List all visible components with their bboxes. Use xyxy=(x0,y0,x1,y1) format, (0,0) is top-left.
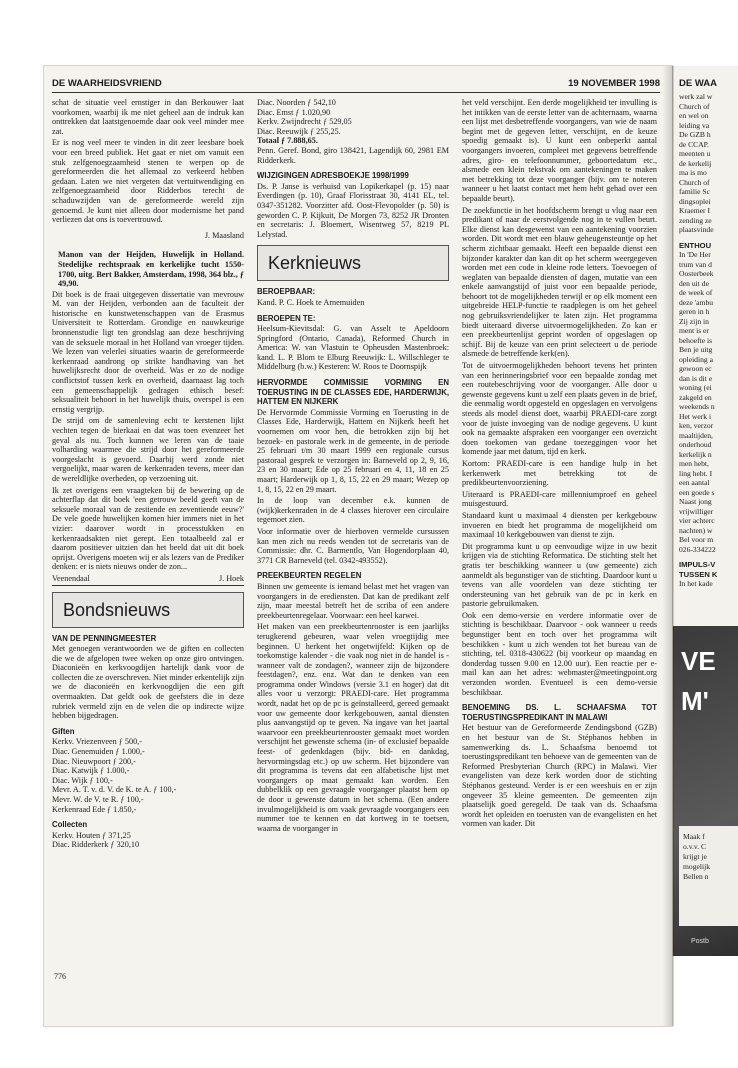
list-item: Diac. Emst ƒ 1.020,90 xyxy=(257,107,331,117)
ad-box-line: o.v.v. C xyxy=(683,842,707,851)
list-item: Mevr. W. de V. te R. ƒ 100,- xyxy=(52,795,144,804)
section-heading: HERVORMDE COMMISSIE VORMING EN TOERUSTING IN DE CLASSES EDE, HARDERWIJK, HATTEM EN NIJKERK xyxy=(257,378,449,407)
adjacent-text-line: zending ze xyxy=(679,215,712,225)
ad-box-line: Bellen n xyxy=(683,872,709,881)
list-item: Diac. Katwijk ƒ 1.000,- xyxy=(52,766,130,776)
list-item: Diac. Genemuiden ƒ 1.000,- xyxy=(52,747,145,757)
adjacent-text-line: 026-334222 xyxy=(679,544,716,554)
adjacent-text-line: onderhoud xyxy=(679,440,712,449)
article-paragraph: Standaard kunt u maximaal 4 diensten per kerkgebouw invoeren en biedt het programma de mogelijkheid om maximaal 10 kerkgebouwen van dienst te zijn. xyxy=(462,510,657,540)
adjacent-text-line: maaltijden, xyxy=(679,430,713,440)
section-banner-kerknieuws: Kerknieuws xyxy=(257,245,449,281)
ad-box-line: krijgt je xyxy=(683,852,707,861)
adjacent-section-heading: TUSSEN K xyxy=(679,569,718,579)
adjacent-page-ad xyxy=(672,626,738,956)
adjacent-text-line: Church of xyxy=(679,177,710,187)
article-paragraph: De strijd om de samenleving echt te kerstenen lijkt vechten tegen de bierkaai en dat was toen evenzeer het geval als nu. Toch kunnen we leren van de taaie volharding waarmee die strijd door het gereformeerde voorgeslacht is gevoerd. Daarbij werd zonde niet vergoelijkt, maar waren de kerkenraden tevens, meer dan de wereldlijke overheden, op verzoening uit. xyxy=(52,416,244,483)
adjacent-text-line: geren in h xyxy=(679,307,710,316)
book-review-heading: Manon van der Heijden, Huwelijk in Holland. Stedelijke rechtspraak en kerkelijke tucht 1550-1700, uitg. Bert Bakker, Amsterdam, 1998, 364 blz., ƒ 49,90. xyxy=(58,250,244,289)
adjacent-text-line: een goede s xyxy=(679,487,715,497)
adjacent-text-line: deze 'ambu xyxy=(679,297,714,307)
adjacent-text-line: De GZB h xyxy=(679,130,711,139)
collecten-list-continued xyxy=(257,98,449,146)
section-heading: Giften xyxy=(52,726,75,736)
adjacent-section-heading: IMPULS-V xyxy=(679,560,716,569)
list-item: Diac. Wijk ƒ 100,- xyxy=(52,775,113,785)
ad-box-line: Maak f xyxy=(683,832,705,841)
article-paragraph: Tot de uitvoermogelijkheden behoort tevens het printen van een herinneringsbrief voor een bepaalde zondag met een routebeschrijving voor de voorganger. Alle door u gewenste gegevens kunt u zelf een plaats geven in de brief, die eenmalig wordt opgesteld en opgeslagen en vervolgens steeds als model dienst doet, waarbij PRAEDI-care zorgt voor de juiste invoeging van de nodige gegevens. U kunt ook na gemaakte afspraken een voorganger een overzicht doen toekomen van gedane toezeggingen voor het komende jaar met datum, tijd en kerk. xyxy=(462,361,657,457)
column-2 xyxy=(257,98,449,835)
ad-footer: Postb xyxy=(691,938,709,945)
article-paragraph: Het bestuur van de Gereformeerde Zendingsbond (GZB) en het bestuur van de St. Stéphanos hebben in samenwerking ds. L. Schaafsma benoemd tot toerustingspredikant ten behoeve van de gemeenten van de Reformed Presbyterian Church (RPC) in Malawi. Vier evangelisten van deze kerk worden door de stichting Stéphanos gesteund. Verder is er een weeshuis en er zijn ongeveer 35 kleine gemeenten. De gemeenten zijn plaatselijk goed geregeld. De taak van ds. Schaafsma wordt het opleiden en toerusten van de evangelisten en het vormen van kader. Dit xyxy=(462,723,657,829)
adjacent-page-header: DE WAA xyxy=(679,78,717,89)
ad-box-line: mogelijk xyxy=(683,862,710,871)
article-paragraph: Er is nog veel meer te vinden in dit zeer leesbare boek voor een breed publiek. Het gaat er niet om vanuit een stuk zelfgenoegzaamheid stenen te werpen op de gereformeerden die het allemaal zo verkeerd hebben gedaan. Laten we niet vergeten dat vertuitwendiging en zelfgenoegzaamheid door Ridderbos terecht de schaduwzijden van de gereformeerde wereld zijn genoemd. Je kunt niet alleen door modernisme het pand verliezen dat ons is toevertrouwd. xyxy=(52,138,244,225)
article-paragraph: Het maken van een preekbeurtenrooster is een jaarlijks terugkerend gebeuren, waar velen vroegtijdig mee beginnen. U herkent het ongetwijfeld: Kijken op de toekomstige kalender - die vaak nog niet in de handel is - wanneer valt de zondagen?, wanneer zijn de bijzondere feestdagen?, enz. enz. Wat dan te denken van een programma onder Windows (versie 3.1 en hoger) dat dit alles voor u verzorgt: PRAEDI-care. Het programma wordt, nadat het op de pc is geïnstalleerd, gereed gemaakt voor uw gemeente door kerkgebouwen, aantal diensten plus aanvangstijd op te geven. Na ingave van het jaartal waarvoor een preekbeurtenrooster gemaakt moet worden verschijnt het gewenste schema (in- of exclusief bepaalde feest- of gedenkdagen (bijv. bid- en dankdag, hervormingsdag etc.) op uw scherm. Het bijzondere van dit programma is tevens dat een alfabetische lijst met voorgangers op maat gemaakt kan worden. Een dubbelklik op een gevraagde voorganger plaatst hem op de door u gewenste datum in het schema. (Een andere invulmogelijkheid is om vaak gevraagde voorgangers een nummer toe te kennen en dat kortweg in te toetsen, waarna de voorganger in xyxy=(257,622,449,833)
header-rule xyxy=(52,92,660,93)
adjacent-text-line: de CCAP. xyxy=(679,139,709,149)
article-paragraph: Dit boek is de fraai uitgegeven dissertatie van mevrouw M. van der Heijden, verbonden aan de faculteit der historische en kunstwetenschappen van de Erasmus Universiteit te Rotterdam. Grondige en nauwkeurige bronnenstudie ligt ten grondslag aan deze beschrijving van de seksuele moraal in het Holland van vroeger tijden. We lezen van velerlei situaties waarin de gereformeerde kerkenraad aandrong op strikte handhaving van het huwelijksrecht door de overheid. Was er zo de nodige conflictstof tussen kerk en overheid, daarnaast lag toch een gemeenschappelijk gedragen ethisch besef: seksualiteit behoort in het huwelijk thuis, overspel is een ernstig vergrijp. xyxy=(52,289,244,414)
article-paragraph: het veld verschijnt. Een derde mogelijkheid ter invulling is het intikken van de eerste letter van de achternaam, waarna een lijst met desbetreffende voorgangers, van wie de naam begint met de gegeven letter, verschijnt, en de keuze spoedig gemaakt is). U kunt een onbeperkt aantal voorgangers invoeren, compleet met gegevens betreffende adres, giro- en telefoonnummer, geboortedatum etc., alsmede een klein tekstvak om aantekeningen te maken met betrekking tot deze voorganger (bijv. om te noteren wanneer u het laatst contact met hem hebt gehad over een bepaalde beurt). xyxy=(462,98,657,203)
list-item: Kerkv. Houten ƒ 371,25 xyxy=(52,830,131,840)
adjacent-text-line: dingsoplei xyxy=(679,196,711,206)
adjacent-text-line: gewoon ec xyxy=(679,364,712,373)
section-heading: WIJZIGINGEN ADRESBOEKJE 1998/1999 xyxy=(257,171,409,181)
giften-list xyxy=(52,737,244,814)
article-paragraph: Kortom: PRAEDI-care is een handige hulp in het kerkenwerk met betrekking tot de predikbeurtenvoorziening. xyxy=(462,458,657,488)
adjacent-text-line: Bel voor m xyxy=(679,535,714,544)
adjacent-text-line: ling hebt. I xyxy=(679,468,713,478)
signature-author: J. Hoek xyxy=(218,573,244,583)
article-paragraph: De zoekfunctie in het hoofdscherm brengt u vlug naar een predikant of naar de eerstvolgende nog in te vullen beurt. Elke dienst kan desgewenst van een aantekening voorzien worden. Dit wordt met een blauw geheugensteuntje op het scherm zichtbaar gemaakt. Heeft een bepaalde dienst een bijzonder karakter dan kan dit op het scherm weergegeven worden met een code in kleine rode letters. Toevoegen of weglaten van bepaalde diensten of dagen, mutatie van een enkele aanvangstijd of juist voor een bepaalde periode, behoort tot de mogelijkheden terwijl er op elk moment een uitgebreide HELP-functie te raadplegen is om het geheel nog gebruiksvriendelijker te laten zijn. Het programma biedt uiteraard diverse uitvoermogelijkheden. Zo kan er een preekbeurtenlijst geprint worden of opgeslagen op schijf. Bij de keuze van een print selecteert u de periode alsmede de betreffende kerk(en). xyxy=(462,205,657,359)
issue-date: 19 NOVEMBER 1998 xyxy=(568,78,660,89)
section-heading: Collecten xyxy=(52,820,88,830)
adjacent-text-line: plaatsvinde xyxy=(679,225,714,234)
adjacent-text-line: opleiding a xyxy=(679,354,713,364)
article-paragraph: Uiteraard is PRAEDI-care millenniumproef en geheel muisgestuurd. xyxy=(462,489,657,509)
publication-title: DE WAARHEIDSVRIEND xyxy=(52,78,162,89)
section-heading: BEROEPBAAR: xyxy=(257,287,316,297)
adjacent-text-line: de kerkelij xyxy=(679,158,712,168)
adjacent-text-line: ment is er xyxy=(679,326,709,335)
signature-place: Veenendaal xyxy=(52,573,90,583)
article-paragraph: Penn. Geref. Bond, giro 138421, Lagendijk 60, 2981 EM Ridderkerk. xyxy=(257,145,449,165)
adjacent-text-line: vier achterc xyxy=(679,516,715,525)
article-paragraph: Kand. P. C. Hoek te Arnemuiden xyxy=(257,297,365,307)
adjacent-text-line: In het kade xyxy=(679,579,713,588)
adjacent-text-line: ma is mo xyxy=(679,168,707,177)
adjacent-text-line: Ben je uitg xyxy=(679,345,713,354)
list-item: Kerkv. Zwijndrecht ƒ 529,05 xyxy=(257,117,352,127)
page-header xyxy=(52,78,660,92)
article-paragraph: In de loop van december e.k. kunnen de (wijk)kerkenraden in de 4 classes hierover een circulaire tegemoet zien. xyxy=(257,496,449,525)
article-paragraph: Heelsum-Kievitsdal: G. van Asselt te Apeldoorn Springford (Ontario, Canada), Reformed Church in America: W. van Vlastuin te Opheusden Mastenbroek: kand. L. P. Blom te Elburg Reeuwijk: L. Willschleger te Middelburg (b.w.) Kesteren: W. Roos te Doornspijk xyxy=(257,324,449,372)
list-item: Mevr. A. T. v. d. V. de K. te A. ƒ 100,- xyxy=(52,785,177,795)
list-item: Diac. Ridderkerk ƒ 320,10 xyxy=(52,840,140,850)
article-paragraph: Voor informatie over de hierboven vermelde cursussen kan men zich nu reeds wenden tot de secretaris van de Commissie: dhr. C. Barmentlo, Van Hogendorplaan 40, 3771 CR Barneveld (tel. 0342-493552). xyxy=(257,526,449,565)
article-paragraph: Ik zet overigens een vraagteken bij de bewering op de achterflap dat dit boek 'een getrouw beeld geeft van de seksuele moraal van de zestiende en zeventiende eeuw?' De vele goede huwelijken komen hier immers niet in het vizier: daarover wordt in processtukken en kerkenraadsakten niet gerept. Een totaalbeeld zal er daarom positiever uitzien dan het beeld dat uit dit boek oprijst. Overigens moeten wij er als lezers van de Prediker denken: er is niets nieuws onder de zon... xyxy=(52,485,244,572)
review-signature xyxy=(52,574,244,586)
adjacent-text-line: de week of xyxy=(679,288,713,297)
adjacent-section-heading: ENTHOU xyxy=(679,240,712,250)
adjacent-text-line: woning (ei xyxy=(679,383,712,392)
page-gutter xyxy=(662,66,674,1026)
adjacent-page xyxy=(672,66,738,626)
article-paragraph: De Hervormde Commissie Vorming en Toerusting in de Classes Ede, Harderwijk, Hattem en Nijkerk heeft het voornemen om voor hen, die betrokken zijn bij het bezoek- en pastorale werk in de gemeente, in de periode 25 februari t/m 30 maart 1999 een regionale cursus pastoraal gesprek te verzorgen in: Barneveld op 2, 9, 16, 23 en 30 maart; Ede op 25 februari en 4, 11, 18 en 25 maart; Harderwijk op 1, 8, 15, 22 en 29 maart; Wezep op 1, 8, 15, 22 en 29 maart. xyxy=(257,407,449,494)
section-heading: VAN DE PENNINGMEESTER xyxy=(52,633,157,643)
adjacent-text-line: men hebt, xyxy=(679,459,709,468)
adjacent-text-line: meenten u xyxy=(679,149,711,158)
section-heading: BENOEMING DS. L. SCHAAFSMA TOT TOERUSTINGSPREDIKANT IN MALAWI xyxy=(462,703,657,722)
article-paragraph: schat de situatie veel ernstiger in dan Berkouwer laat voorkomen, waarbij ik me niet geheel aan de indruk kan onttrekken dat laatstgenoemde daar ook veel minder mee zat. xyxy=(52,98,244,136)
section-heading: PREEKBEURTEN REGELEN xyxy=(257,571,362,581)
adjacent-text-line: den uit de xyxy=(679,278,709,288)
adjacent-text-line: leiding va xyxy=(679,120,710,130)
column-1 xyxy=(52,98,244,850)
ad-box-text xyxy=(683,832,710,882)
list-item: Diac. Reeuwijk ƒ 255,25. xyxy=(257,126,341,136)
adjacent-text-line: Naast jong xyxy=(679,497,712,506)
list-item: Diac. Noorden ƒ 542,10 xyxy=(257,98,336,107)
page-number: 776 xyxy=(54,972,66,981)
section-banner-bondsnieuws: Bondsnieuws xyxy=(52,592,244,628)
collecten-list xyxy=(52,831,244,850)
adjacent-text-line: Church of xyxy=(679,101,710,111)
adjacent-text-line: In 'De Her xyxy=(679,250,711,259)
adjacent-text-line: vrijwilliger xyxy=(679,506,714,516)
list-item: Kerkenraad Ede ƒ 1.850,- xyxy=(52,804,137,814)
adjacent-text-line: behoefte is xyxy=(679,335,713,345)
adjacent-text-line: dan is dit e xyxy=(679,373,713,383)
total-amount: Totaal ƒ 7.888,65. xyxy=(257,136,318,146)
article-paragraph: Binnen uw gemeente is iemand belast met het vragen van voorgangers in de erediensten. Dat kan de predikant zelf zijn, maar meestal betreft het de scriba of een andere preekbeurtenregelaar. Voorwaar: een heel karwei. xyxy=(257,581,449,620)
list-item: Kerkv. Vriezenveen ƒ 500,- xyxy=(52,737,142,747)
ad-headline-1: VE xyxy=(681,646,716,676)
author-signature: J. Maasland xyxy=(204,230,244,240)
adjacent-text-line: en wel on xyxy=(679,111,709,120)
section-heading: BEROEPEN TE: xyxy=(257,313,316,323)
adjacent-text-line: werk zal w xyxy=(679,92,713,101)
adjacent-text-line: kerkelijk n xyxy=(679,449,712,459)
ad-text-box xyxy=(679,826,738,926)
column-3 xyxy=(462,98,657,831)
adjacent-text-line: nachten) w xyxy=(679,525,713,535)
article-paragraph: Dit programma kunt u op eenvoudige wijze in uw bezit krijgen via de stichting Reformatica. De stichting stelt het gratis ter beschikking wanneer u (uw gemeente) zich aanmeldt als begunstiger van de stichting. Daardoor kunt u tevens van alle voordelen van deze stichting ter ondersteuning van het gebruik van de pc in kerk en pastorie gebruikmaken. xyxy=(462,541,657,609)
adjacent-text-line: Oosterbeek xyxy=(679,269,714,278)
adjacent-text-line: zakgeld en xyxy=(679,392,712,402)
adjacent-text-line: Zij zijn in xyxy=(679,316,709,326)
adjacent-text-line: familie Sc xyxy=(679,187,710,196)
article-paragraph: Ook een demo-versie en verdere informatie over de stichting is beschikbaar. Daarvoor - ook wanneer u reeds begunstiger bent en toch over het programma wilt beschikken - kunt u zich wenden tot het bureau van de stichting, tel. 0318-430622 (bij voorkeur op maandag en donderdag tussen 9.00 en 12.00 uur). Een reactie per e-mail kan aan het adres: webmaster@meetingpoint.org verzonden worden. Eventueel is een demo-versie beschikbaar. xyxy=(462,610,657,697)
advertisement-photo xyxy=(673,626,738,956)
article-paragraph: Ds. P. Janse is verhuisd van Lopikerkapel (p. 15) naar Everdingen (p. 10), Graaf Florisstraat 30, 4141 EL, tel. 0347-351282. Voorzitter afd. Oost-Flevopolder (p. 50) is geworden C. P. Kijkuit, De Morgen 73, 8252 JR Dronten en secretaris: J. Bloemert, Wisentweg 57, 8219 PL Lelystad. xyxy=(257,181,449,239)
ad-headline-2: M' xyxy=(681,686,709,716)
adjacent-text-line: ken, verzor xyxy=(679,421,714,430)
adjacent-text-line: trum van d xyxy=(679,259,712,269)
adjacent-text-line: Het werk i xyxy=(679,411,712,421)
article-paragraph: Met genoegen verantwoorden we de giften en collecten die we de afgelopen twee weken op onze giro ontvingen. Diaconieën en kerkvoogdijen hartelijk dank voor de collecten die ze overschreven. Niet minder erkentelijk zijn we de diaconieën en kerkvoogdijen die een gift overmaakten. Dat geldt ook de geefsters die in deze rubriek vermeld zijn en de velen die op indirecte wijze hebben bijgedragen. xyxy=(52,644,244,721)
list-item: Diac. Nieuwpoort ƒ 200,- xyxy=(52,756,136,766)
adjacent-text-line: weekends n xyxy=(679,402,715,411)
adjacent-text-line: een aantal xyxy=(679,478,710,487)
adjacent-text-line: Kraemer I xyxy=(679,206,710,215)
